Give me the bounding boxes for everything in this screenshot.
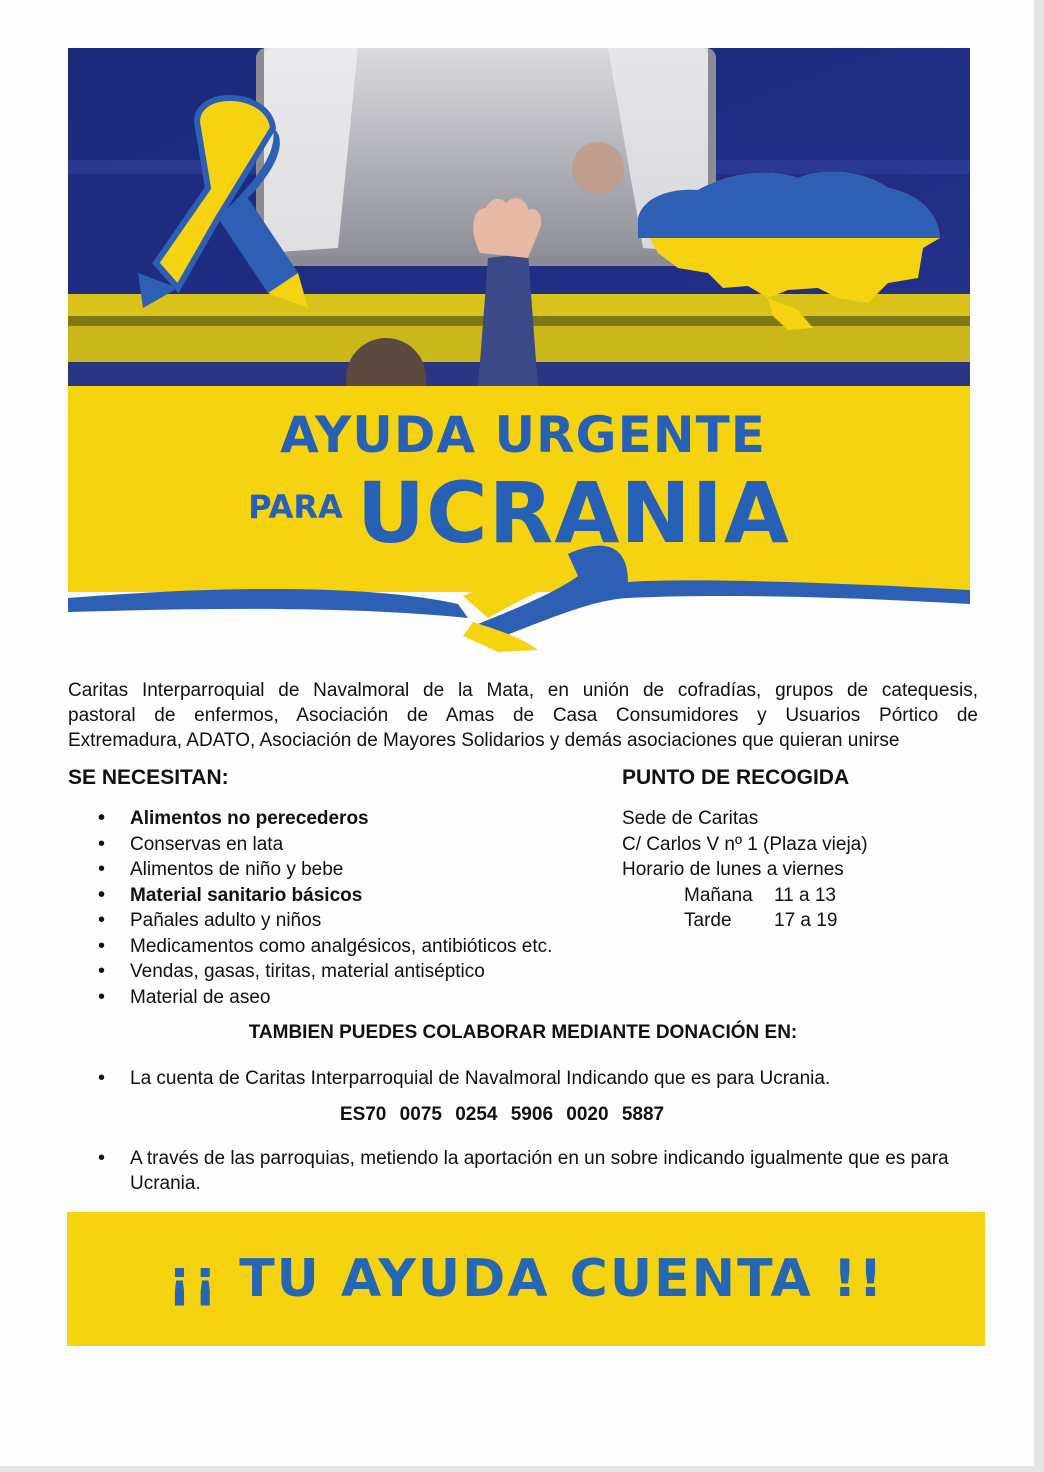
intro-line: Extremadura, ADATO, Asociación de Mayores Solidarios y demás asociaciones que quieran unirse: [68, 730, 900, 751]
needs-list: [96, 806, 552, 1010]
intro-paragraph: [68, 678, 978, 753]
list-item: • Medicamentos como analgésicos, antibióticos etc.: [96, 934, 552, 960]
list-item: • Alimentos de niño y bebe: [96, 857, 552, 883]
donate-account: [96, 1066, 980, 1091]
list-item: • Pañales adulto y niños: [96, 908, 552, 934]
pickup-afternoon: [622, 908, 868, 934]
intro-line: pastoral de enfermos, Asociación de Amas de Casa Consumidores y Usuarios Pórtico de: [68, 705, 978, 726]
list-item: • Material de aseo: [96, 985, 552, 1011]
hero-photo: [68, 48, 970, 388]
title-ucrania: UCRANIA: [356, 464, 790, 562]
title-ayuda-urgente: AYUDA URGENTE: [280, 406, 766, 464]
pickup-morning: [622, 883, 868, 909]
afternoon-label: Tarde: [684, 910, 732, 931]
list-item: • Alimentos no perecederos: [96, 806, 552, 832]
train-window-illustration: [68, 48, 970, 388]
footer-slogan: ¡¡ TU AYUDA CUENTA !!: [167, 1249, 885, 1309]
morning-label: Mañana: [684, 884, 753, 906]
donate-parish: [96, 1146, 980, 1196]
list-item: • Conservas en lata: [96, 832, 552, 858]
pickup-address: C/ Carlos V nº 1 (Plaza vieja): [622, 833, 868, 855]
needs-heading: SE NECESITAN:: [68, 766, 229, 789]
list-item: • Material sanitario básicos: [96, 883, 552, 909]
title-banner: [68, 386, 970, 656]
pickup-schedule-title: Horario de lunes a viernes: [622, 859, 844, 880]
intro-line: Caritas Interparroquial de Navalmoral de la Mata, en unión de cofradías, grupos de catequesis,: [68, 680, 978, 701]
morning-hours: 11 a 13: [774, 884, 836, 906]
list-item: • A través de las parroquias, metiendo la aportación en un sobre indicando igualmente que es para Ucrania.: [96, 1146, 980, 1196]
page-edge-bottom: [0, 1466, 1044, 1472]
title-para: PARA: [248, 488, 343, 526]
pickup-info: [622, 806, 868, 934]
donate-heading: TAMBIEN PUEDES COLABORAR MEDIANTE DONACIÓN EN:: [248, 1022, 798, 1043]
footer-banner: [67, 1212, 985, 1346]
page-edge-right: [1034, 0, 1044, 1472]
pickup-place: Sede de Caritas: [622, 808, 759, 829]
list-item: • Vendas, gasas, tiritas, material antiséptico: [96, 959, 552, 985]
afternoon-hours: 17 a 19: [774, 910, 838, 931]
title-para-ucrania: [68, 464, 970, 562]
pickup-heading: PUNTO DE RECOGIDA: [622, 766, 850, 789]
list-item: • La cuenta de Caritas Interparroquial de Navalmoral Indicando que es para Ucrania.: [96, 1066, 980, 1091]
iban-number: ES70 0075 0254 5906 0020 5887: [339, 1104, 665, 1125]
